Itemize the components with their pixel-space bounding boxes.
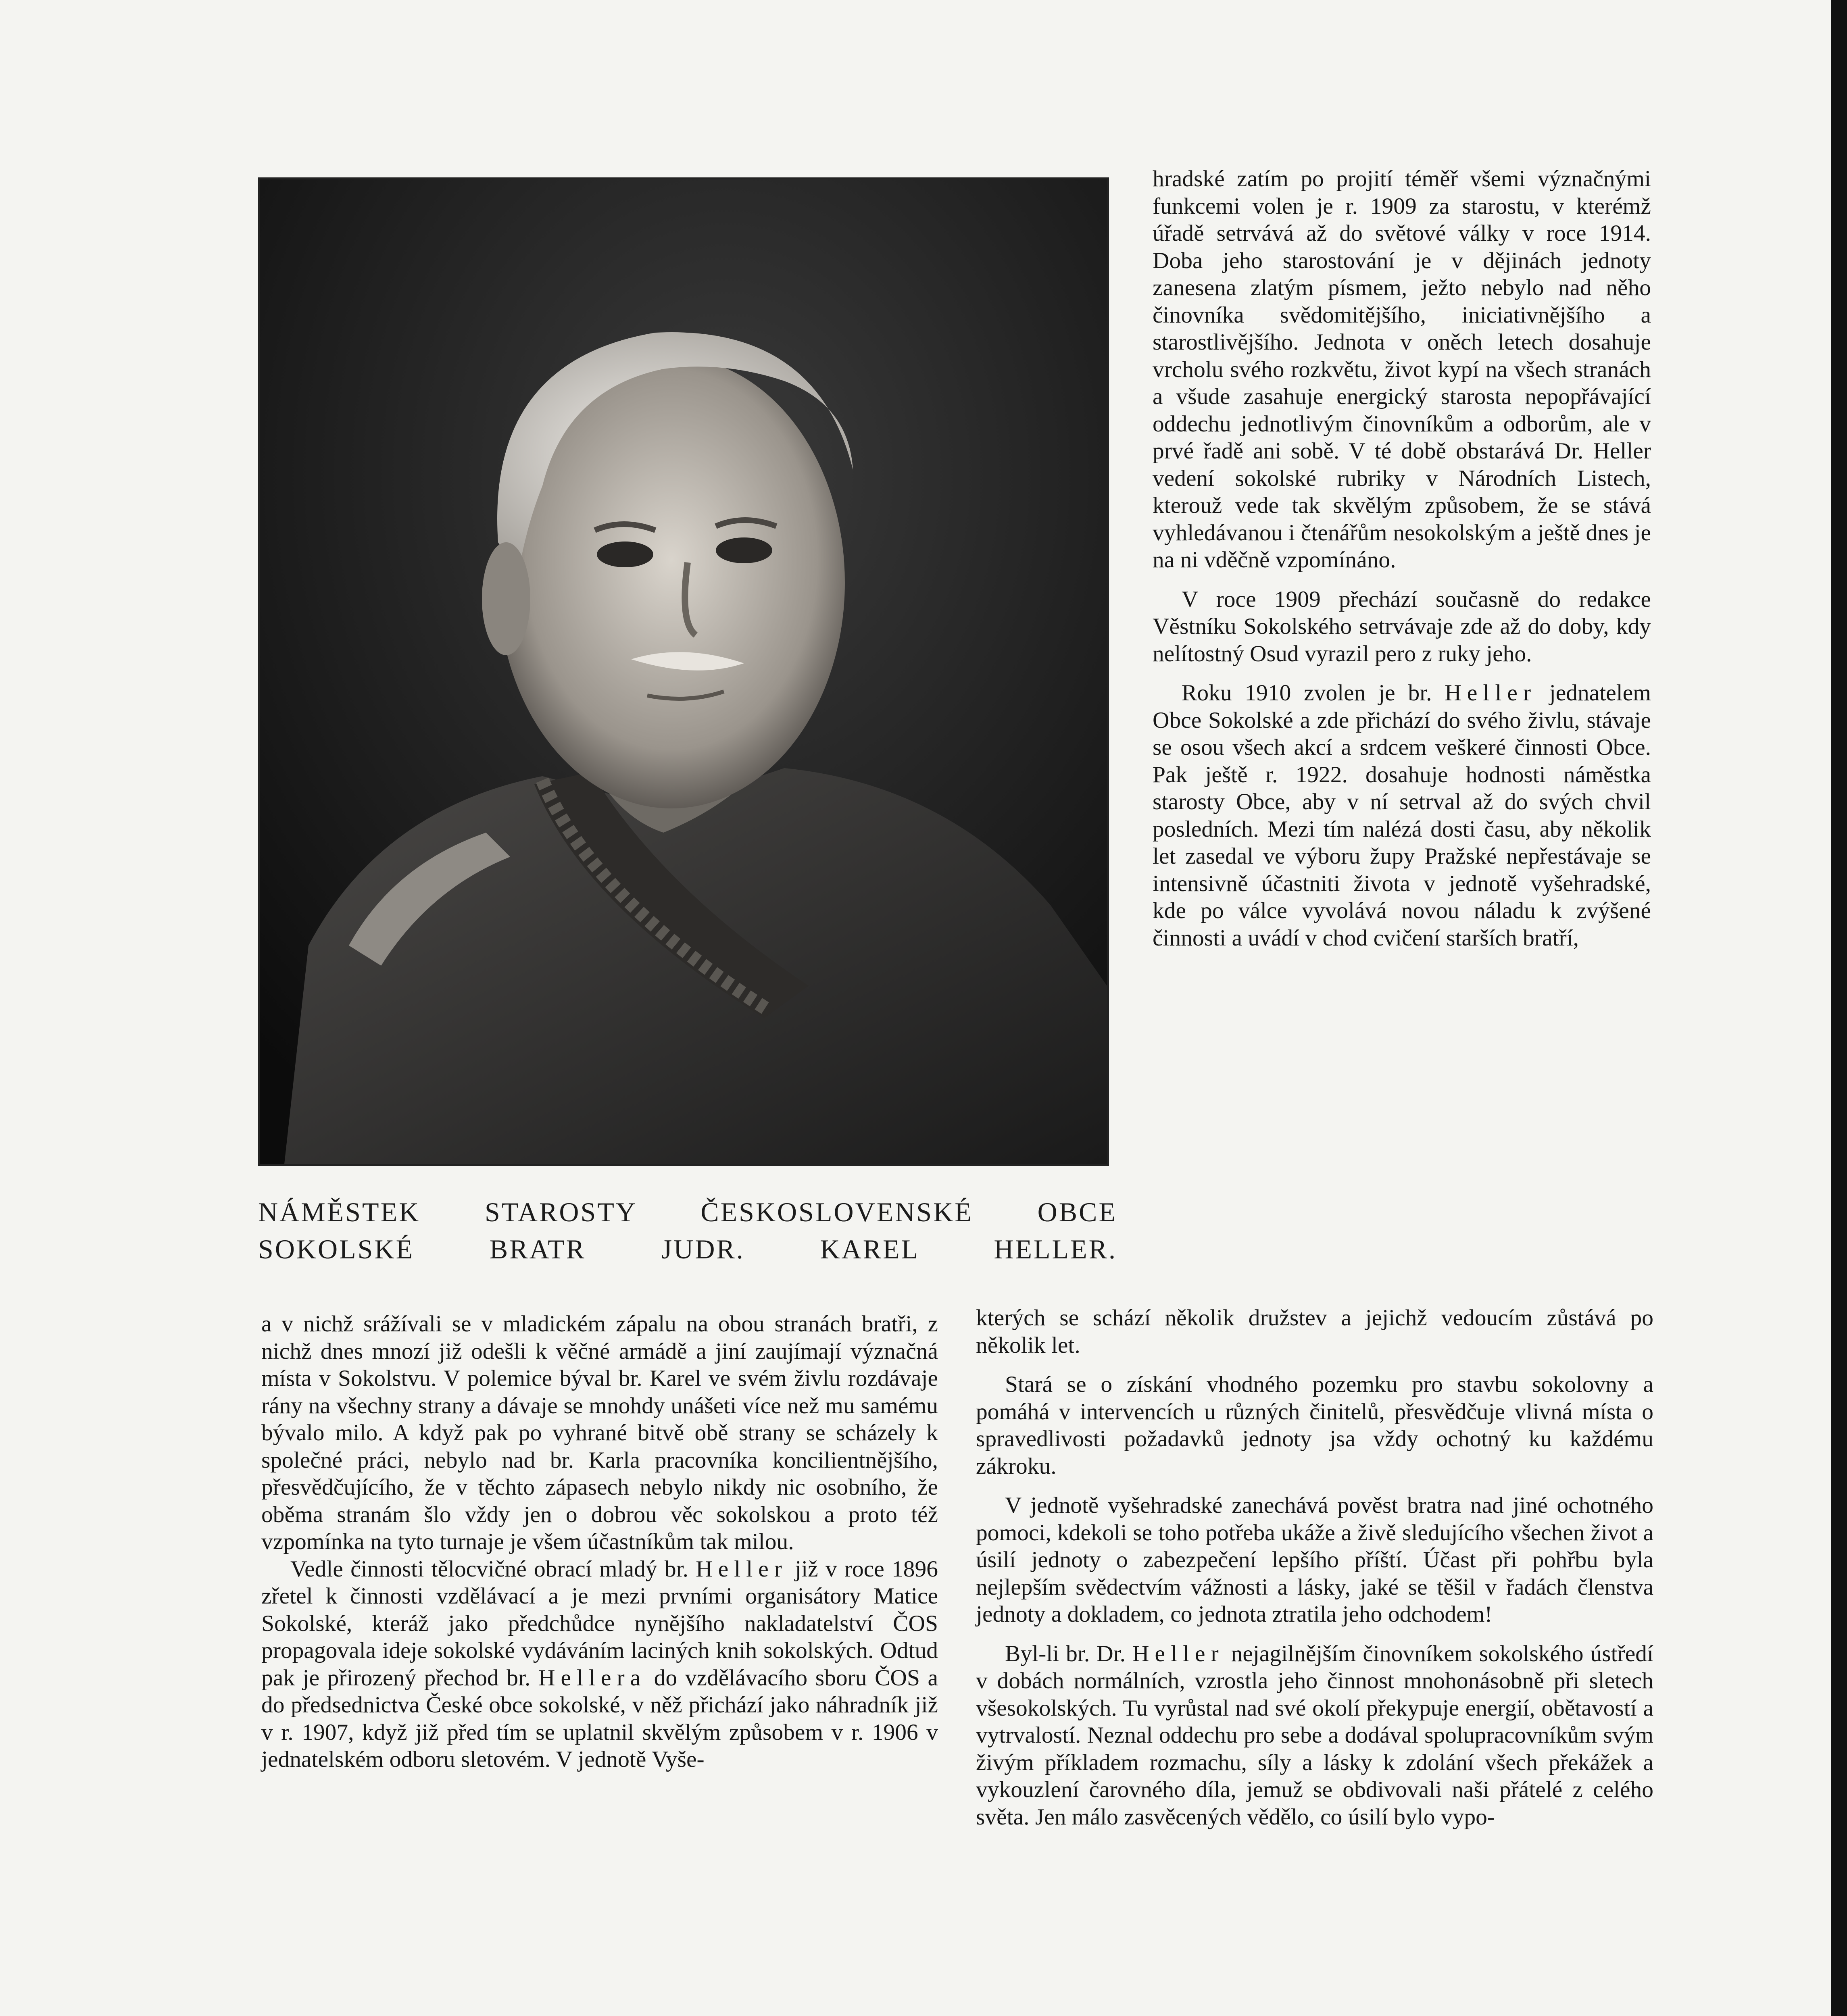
spaced-name: Heller <box>696 1556 788 1582</box>
paragraph: V roce 1909 přechází současně do redakce Věstníku Sokolského setrvávaje zde až do doby, kdy nelítostný Osud vyrazil pero z ruky jeho. <box>1153 586 1651 666</box>
text-run: nejagilnějším činovníkem sokolského ústředí v dobách normálních, vzrostla jeho činnost mnohonásobně při sletech všesokolských. Tu vyrůstal nad své okolí překypuje energií, obětavostí a vytrvalostí. Neznal oddechu pro sebe a dodával spolupracovníkům svým živým příkladem rozmachu, síly a lásky k zdolání všech překážek a vykouzlení čarovného díla, jemuž se obdivovali naši přátelé z celého světa. Jen málo zasvěcených vědělo, co úsilí bylo vypo- <box>976 1641 1654 1830</box>
paragraph: kterých se schází několik družstev a jejichž vedoucím zůstává po několik let. <box>976 1305 1653 1358</box>
left-text-column <box>261 1310 938 1773</box>
photo-caption <box>258 1193 1117 1268</box>
lower-right-text-column <box>976 1304 1653 1831</box>
text-run: Vedle činnosti tělocvičné obrací mladý br. <box>290 1556 688 1582</box>
spaced-name: Heller <box>1132 1641 1224 1666</box>
spaced-name: Heller <box>1445 680 1536 706</box>
caption-line-1: NÁMĚSTEK STAROSTY ČESKOSLOVENSKÉ OBCE <box>258 1197 1117 1227</box>
text-run: Roku 1910 zvolen je br. <box>1182 680 1432 706</box>
paragraph: Stará se o získání vhodného pozemku pro stavbu sokolovny a pomáhá v intervencích u různých činitelů, přesvědčuje vlivná místa o spravedlivosti požadavků jednoty jsa vždy ochotný ku každému zákroku. <box>976 1372 1653 1479</box>
text-run: Byl-li br. Dr. <box>1005 1641 1126 1666</box>
paragraph <box>1153 679 1651 952</box>
caption-line-2: SOKOLSKÉ BRATR JUDR. KAREL HELLER. <box>258 1234 1117 1264</box>
portrait-illustration <box>260 179 1107 1164</box>
text-run: již v roce 1896 zřetel k činnosti vzdělávací a je mezi prvními organisátory Matice Sokolské, kteráž jako předchůdce nynějšího nakladatelství ČOS propagovala ideje sokolské vydáváním laciných knih sokolských. Odtud pak je přirozený přechod br. <box>261 1556 938 1691</box>
paragraph: a v nichž srážívali se v mladickém zápalu na obou stranách bratři, z nichž dnes mnozí již odešli k věčné armádě a jiní zaujímají význačná místa v Sokolstvu. V polemice býval br. Karel ve svém živlu rozdávaje rány na všechny strany a dávaje se mnohdy unášeti více než mu samému bývalo milo. A když pak po vyhrané bitvě obě strany se scházely k společné práci, nebylo nad br. Karla pracovníka koncilientnějšího, přesvědčujícího, že v těchto zápasech nebylo nikdy nic osobního, že oběma stranám šlo vždy jen o dobrou věc sokolskou a proto též vzpomínka na tyto turnaje je všem účastníkům tak milou. <box>261 1311 938 1554</box>
paragraph: V jednotě vyšehradské zanechává pověst bratra nad jiné ochotného pomoci, kdekoli se toho potřeba ukáže a živě sledujícího všechen život a úsilí jednoty o zabezpečení lepšího příští. Účast při pohřbu byla nejlepším svědectvím vážnosti a lásky, jaké se těšil v řadách členstva jednoty a dokladem, co jednota ztratila jeho odchodem! <box>976 1493 1653 1627</box>
portrait-photo <box>258 177 1109 1166</box>
text-run: jednatelem Obce Sokolské a zde přichází do svého živlu, stávaje se osou všech akcí a srdcem veškeré činnosti Obce. Pak ještě r. 1922. dosahuje hodnosti náměstka starosty Obce, aby v ní setrval až do svých chvil posledních. Mezi tím nalézá dosti času, aby několik let zasedal ve výboru župy Pražské nepřestávaje se intensivně účastniti života v jednotě vyšehradské, kde po válce vyvolává novou náladu k zvýšené činnosti a uvádí v chod cvičení starších bratří, <box>1153 680 1651 951</box>
paragraph: hradské zatím po projití téměř všemi význačnými funkcemi volen je r. 1909 za starostu, v kterémž úřadě setrvává až do světové války v roce 1914. Doba jeho starostování je v dějinách jednoty zanesena zlatým písmem, ježto nebylo nad něho činovníka svědomitějšího, iniciativnějšího a starostlivějšího. Jednota v oněch letech dosahuje vrcholu svého rozkvětu, život kypí na všech stranách a všude zasahuje energický starosta nepopřávající oddechu jednotlivým činovníkům a odborům, ale v prvé řadě ani sobě. V té době obstarává Dr. Heller vedení sokolské rubriky v Národních Listech, kterouž vede tak skvělým způsobem, že se stává vyhledávanou i čtenářům nesokolským a ještě dnes je na ni vděčně vzpomínáno. <box>1153 166 1651 573</box>
scan-edge-right <box>1831 0 1847 2016</box>
right-text-column <box>1153 165 1651 952</box>
paragraph <box>976 1640 1653 1831</box>
paragraph <box>261 1556 938 1773</box>
text-run: do vzdělávacího sboru ČOS a do předsednictva České obce sokolské, v něž přichází jako náhradník již v r. 1907, když již před tím se uplatnil skvělým způsobem v r. 1906 v jednatelském odboru sletovém. V jednotě Vyše- <box>261 1665 938 1772</box>
spaced-name: Hellera <box>538 1665 646 1691</box>
